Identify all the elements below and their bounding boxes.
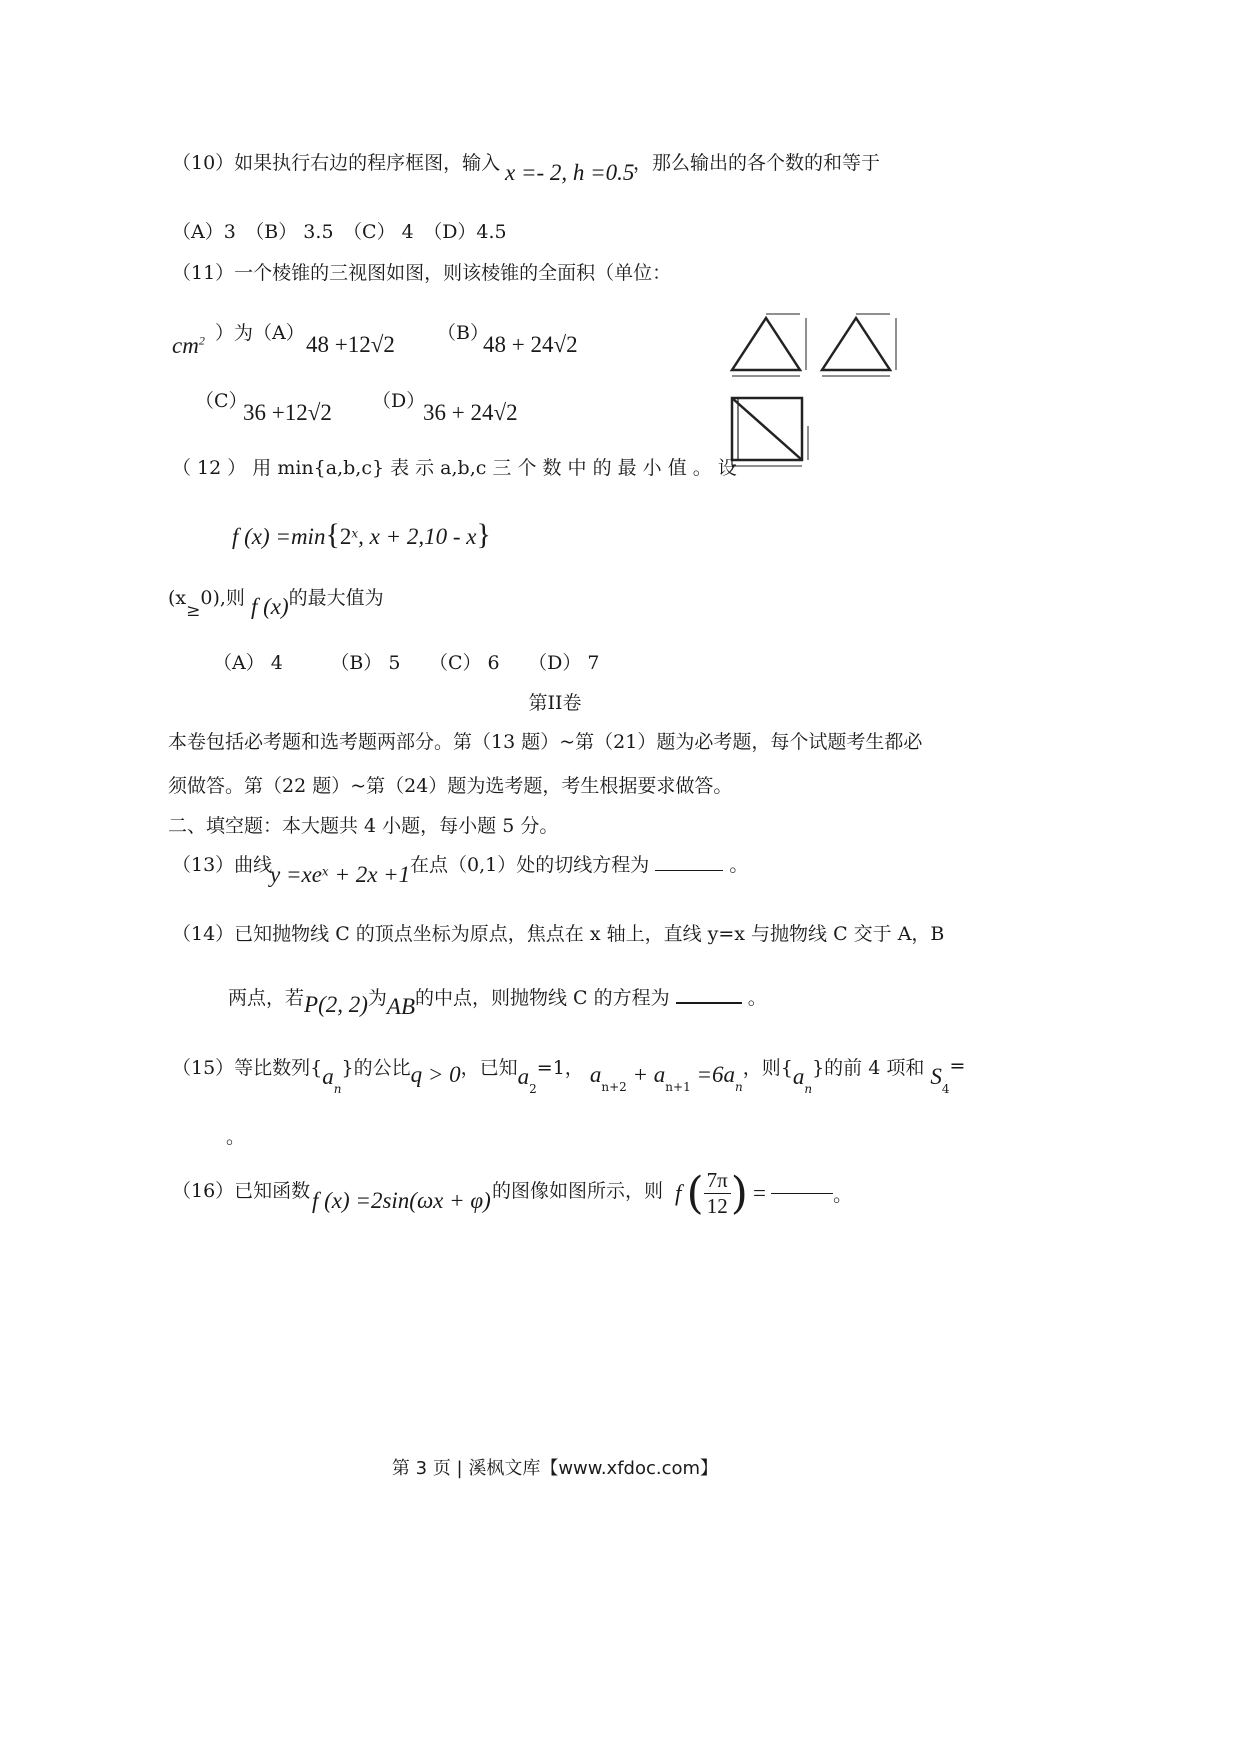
section-fill-in-blank-heading: 二、填空题：本大题共 4 小题，每小题 5 分。	[168, 815, 559, 837]
q14-answer-blank[interactable]	[676, 1002, 742, 1004]
q13-suffix: 在点（0,1）处的切线方程为 。	[410, 854, 749, 876]
q11-label-d: （D）	[372, 390, 426, 412]
q10-math: x =- 2, h =0.5	[505, 160, 635, 185]
part2-intro-line1: 本卷包括必考题和选考题两部分。第（13 题）~第（21）题为必考题，每个试题考生都必	[168, 731, 923, 753]
q11-option-a: 48 +12√2	[306, 332, 395, 357]
page-footer: 第 3 页 | 溪枫文库【www.xfdoc.com】	[391, 1458, 719, 1479]
q12-formula: f $(x) =\min\{2^x$, x + 2,10 - x}	[232, 518, 491, 551]
q16-mid: 的图像如图所示，则	[492, 1180, 664, 1202]
q13-answer-blank[interactable]	[655, 870, 723, 871]
q14-line1: （14）已知抛物线 C 的顶点坐标为原点，焦点在 x 轴上，直线 y=x 与抛物线 C 交于 A，B	[172, 923, 945, 945]
q11-option-d: 36 + 24√2	[423, 400, 518, 425]
side-view-triangle	[822, 314, 896, 376]
part2-intro-line2: 须做答。第（22 题）~第（24）题为选考题，考生根据要求做答。	[168, 775, 733, 797]
q16-prefix: （16）已知函数	[172, 1180, 311, 1202]
q12-stem: （ 12 ） 用 min{a,b,c} 表 示 a,b,c 三 个 数 中 的 最 小 值 。 设	[172, 457, 737, 479]
q13-math: $y =xe^x + 2x +1$	[270, 862, 411, 887]
front-view-triangle	[732, 314, 806, 376]
q15-end: 。	[226, 1126, 246, 1148]
q11-option-b: 48 + 24√2	[483, 332, 578, 357]
q11-option-c: 36 +12√2	[243, 400, 332, 425]
q11-after-unit: ）为（A）	[215, 322, 305, 344]
q10-prefix: （10）如果执行右边的程序框图，输入	[172, 152, 501, 174]
q10-suffix: ，那么输出的各个数的和等于	[633, 152, 881, 174]
q16-function: f (x) =2sin(ωx + φ)	[312, 1188, 491, 1213]
q16-answer-blank[interactable]	[771, 1193, 833, 1194]
q15-line: （15）等比数列$\{a_n\}$的公比q > 0，已知$a_2=1$， $a_{n+2} + a_{n+1} =6a_n$，则$\{a_n\}$的前 4 项和 $S_4=$	[172, 1055, 966, 1096]
q14-line2: 两点，若P(2, 2)为AB的中点，则抛物线 C 的方程为 。	[228, 987, 767, 1019]
top-view-square	[732, 398, 808, 466]
q10-options: （A）3 （B） 3.5 （C） 4 （D）4.5	[172, 221, 507, 243]
q11-label-c: （C）	[195, 390, 248, 412]
q12-options: （A） 4 （B） 5 （C） 6 （D） 7	[213, 652, 600, 674]
part2-title: 第II卷	[528, 692, 582, 714]
q16-expression: f ( $\frac{7\pi}{12}$ ) = 。	[675, 1168, 853, 1219]
q12-condition: (x≥0),则 f (x)的最大值为	[168, 587, 384, 621]
q11-stem: （11）一个棱锥的三视图如图，则该棱锥的全面积（单位：	[172, 262, 672, 284]
q11-unit: $cm^2$	[172, 333, 205, 358]
three-view-figure	[726, 306, 906, 476]
q13-prefix: （13）曲线	[172, 854, 273, 876]
q11-label-b: （B）	[437, 322, 489, 344]
